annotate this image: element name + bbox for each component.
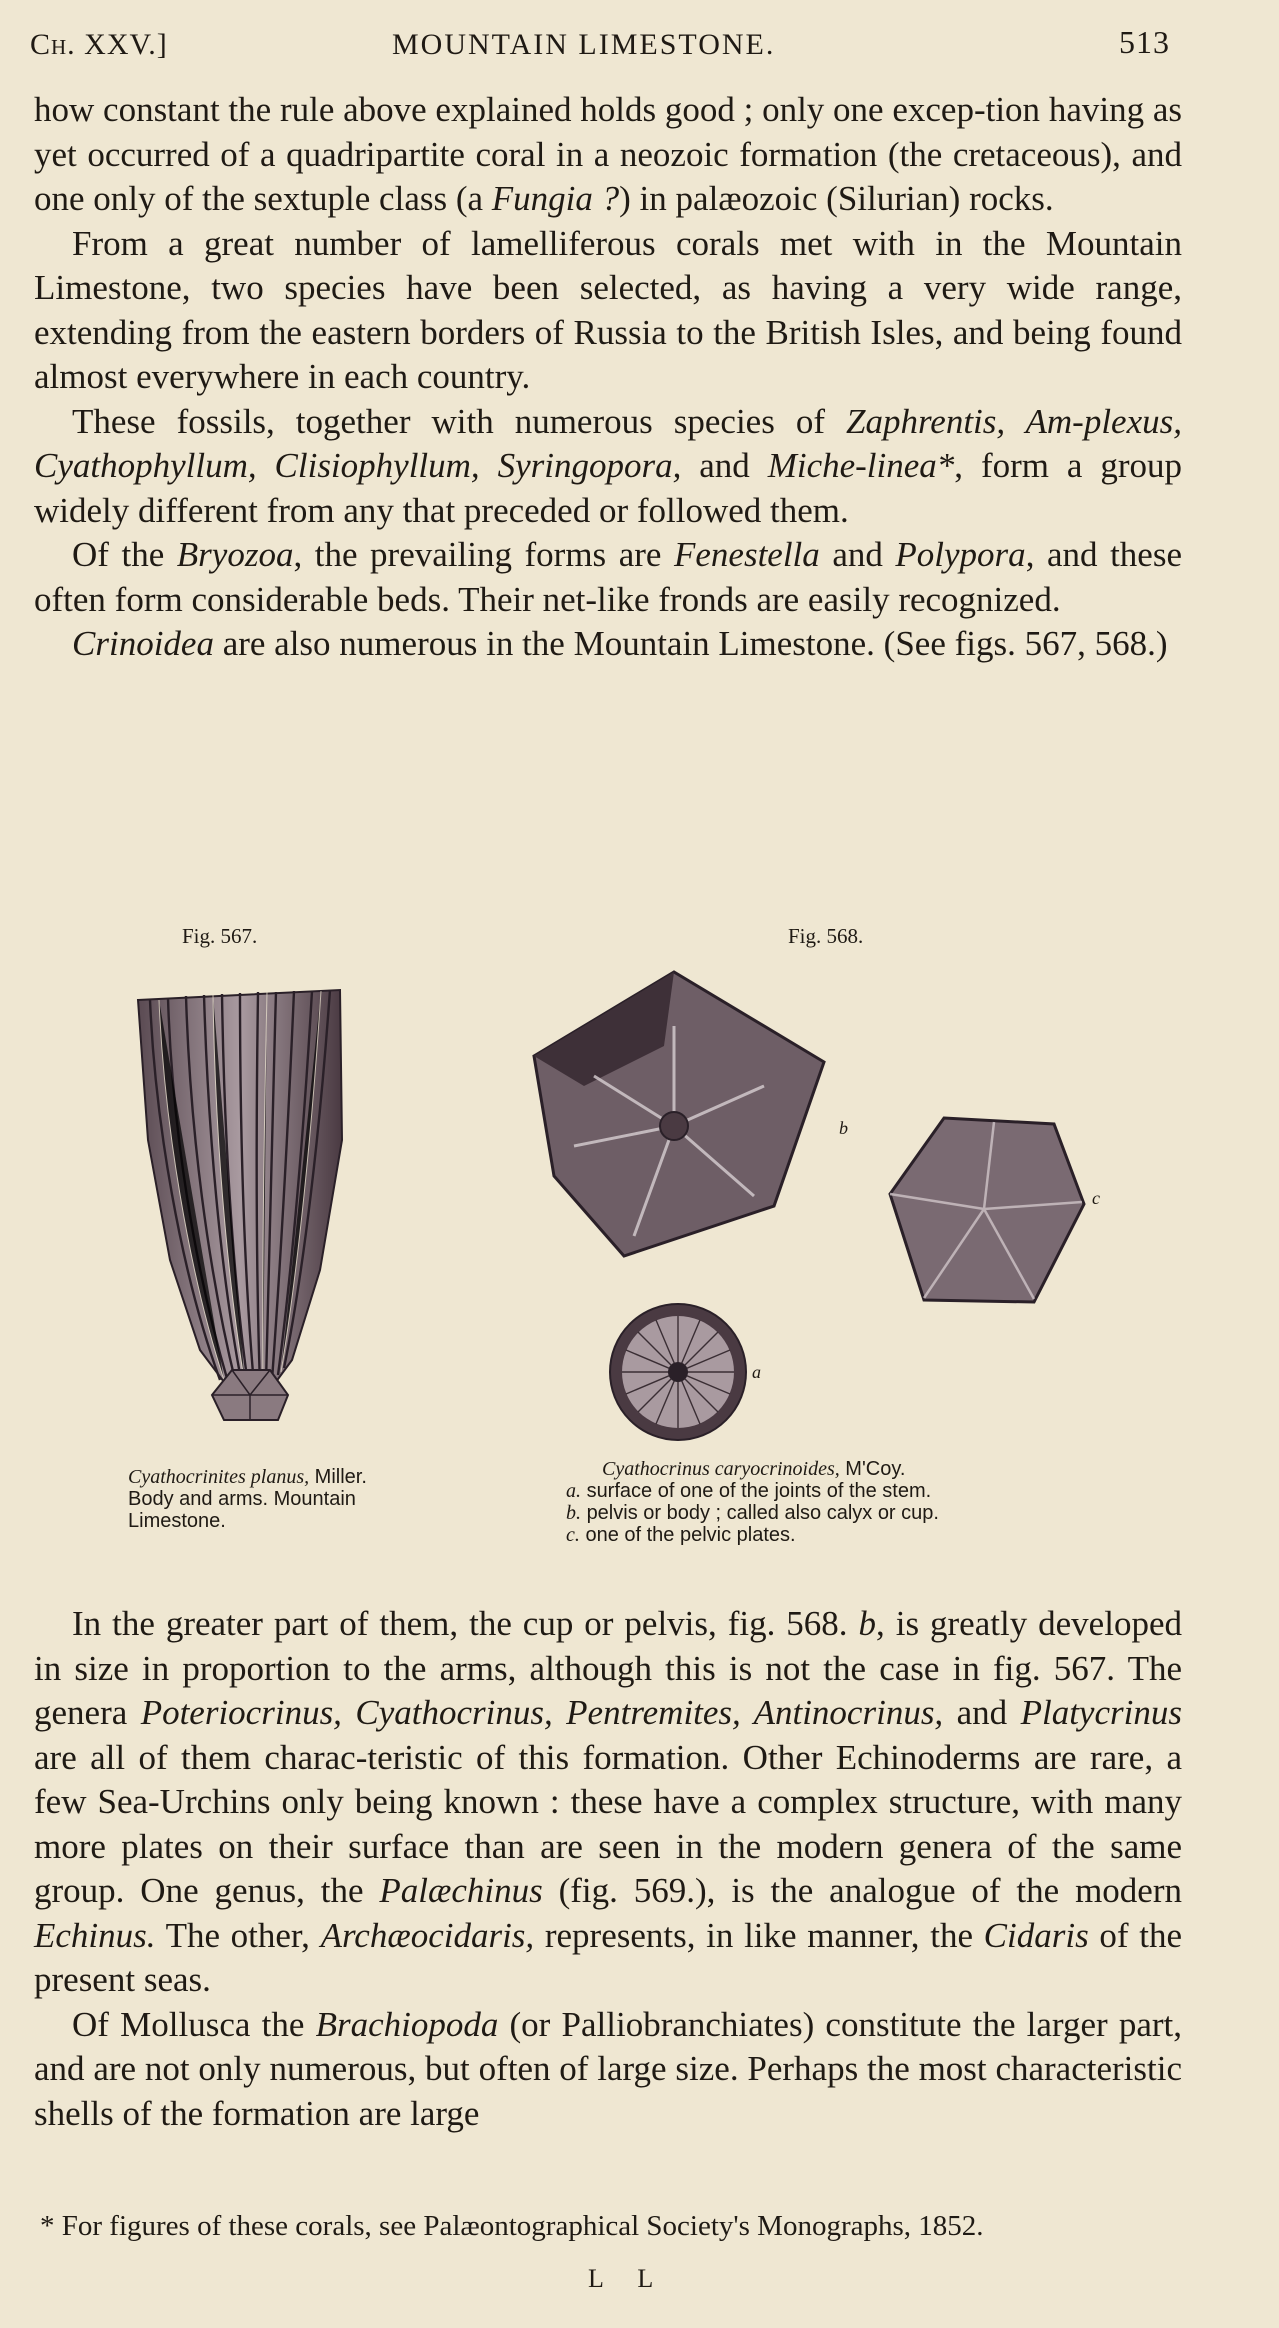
fig-568-caption: Cyathocrinus caryocrinoides, M'Coy. a. surface of one of the joints of the stem. b. pelvis or body ; called also calyx or cup. c. one of the pelvic plates. [566,1458,1106,1546]
footnote: * For figures of these corals, see Palæontographical Society's Monographs, 1852. [40,2210,984,2242]
paragraph-6: In the greater part of them, the cup or pelvis, fig. 568. b, is greatly developed in size in proportion to the arms, although this is not the case in fig. 567. The genera Poteriocrinus, Cyathocrinus, Pentremites, Antinocrinus, and Platycrinus are all of them charac-teristic of this formation. Other Echinoderms are rare, a few Sea-Urchins only being known : these have a complex structure, with many more plates on their surface than are seen in the modern genera of the same group. One genus, the Palæchinus (fig. 569.), is the analogue of the modern Echinus. The other, Archæocidaris, represents, in like manner, the Cidaris of the present seas. [34,1604,1182,1999]
paragraph-7: Of Mollusca the Brachiopoda (or Palliobranchiates) constitute the larger part, and are not only numerous, but often of large size. Perhaps the most characteristic shells of the formation are large [34,2004,1183,2133]
caption-item-b: b. pelvis or body ; called also calyx or cup. [566,1502,939,1524]
running-title: MOUNTAIN LIMESTONE. [392,28,776,61]
fig-567-caption: Cyathocrinites planus, Miller. Body and arms. Mountain Limestone. [128,1466,367,1532]
paragraph-1: how constant the rule above explained holds good ; only one excep-tion having as yet occurred of a quadripartite coral in a neozoic formation (the cretaceous), and one only of the sextuple class (a Fungia ?) in palæozoic (Silurian) rocks. [34,90,1182,218]
fig-568-letter-a: a [752,1362,761,1382]
crinoid-cup-b-illustration [524,966,848,1266]
paragraph-4: Of the Bryozoa, the prevailing forms are Fenestella and Polypora, and these often form considerable beds. Their net-like fronds are easily recognized. [34,535,1182,619]
paragraph-5: Crinoidea are also numerous in the Mountain Limestone. (See figs. 567, 568.) [72,624,1168,663]
paragraph-2: From a great number of lamelliferous corals met with in the Mountain Limestone, two species have been selected, as having a very wide range, extending from the eastern borders of Russia to the British Isles, and being found almost everywhere in each country. [34,223,1182,396]
fig-568-label: Fig. 568. [788,924,864,948]
paragraph-3: These fossils, together with numerous species of Zaphrentis, Am-plexus, Cyathophyllum, Clisiophyllum, Syringopora, and Miche-linea*, form a group widely different from any that preceded or followed them. [34,401,1182,530]
caption-item-c: c. one of the pelvic plates. [566,1524,796,1546]
body-text-bottom [34,1602,1182,2136]
fig-568-letter-c: c [1092,1188,1100,1208]
crinoid-arms-illustration [120,970,360,1430]
crinoid-stem-joint-a-illustration [606,1300,776,1450]
crinoid-pelvic-plate-c-illustration [884,1114,1104,1314]
signature-mark: L L [588,2264,668,2293]
page-number: 513 [1119,24,1170,60]
fig-567-label: Fig. 567. [182,924,258,948]
caption-item-a: a. surface of one of the joints of the stem. [566,1480,932,1502]
fig-568-letter-b: b [839,1118,848,1138]
running-header [30,24,1170,64]
body-text-top [34,88,1182,667]
chapter-label: Ch. XXV.] [30,28,168,61]
